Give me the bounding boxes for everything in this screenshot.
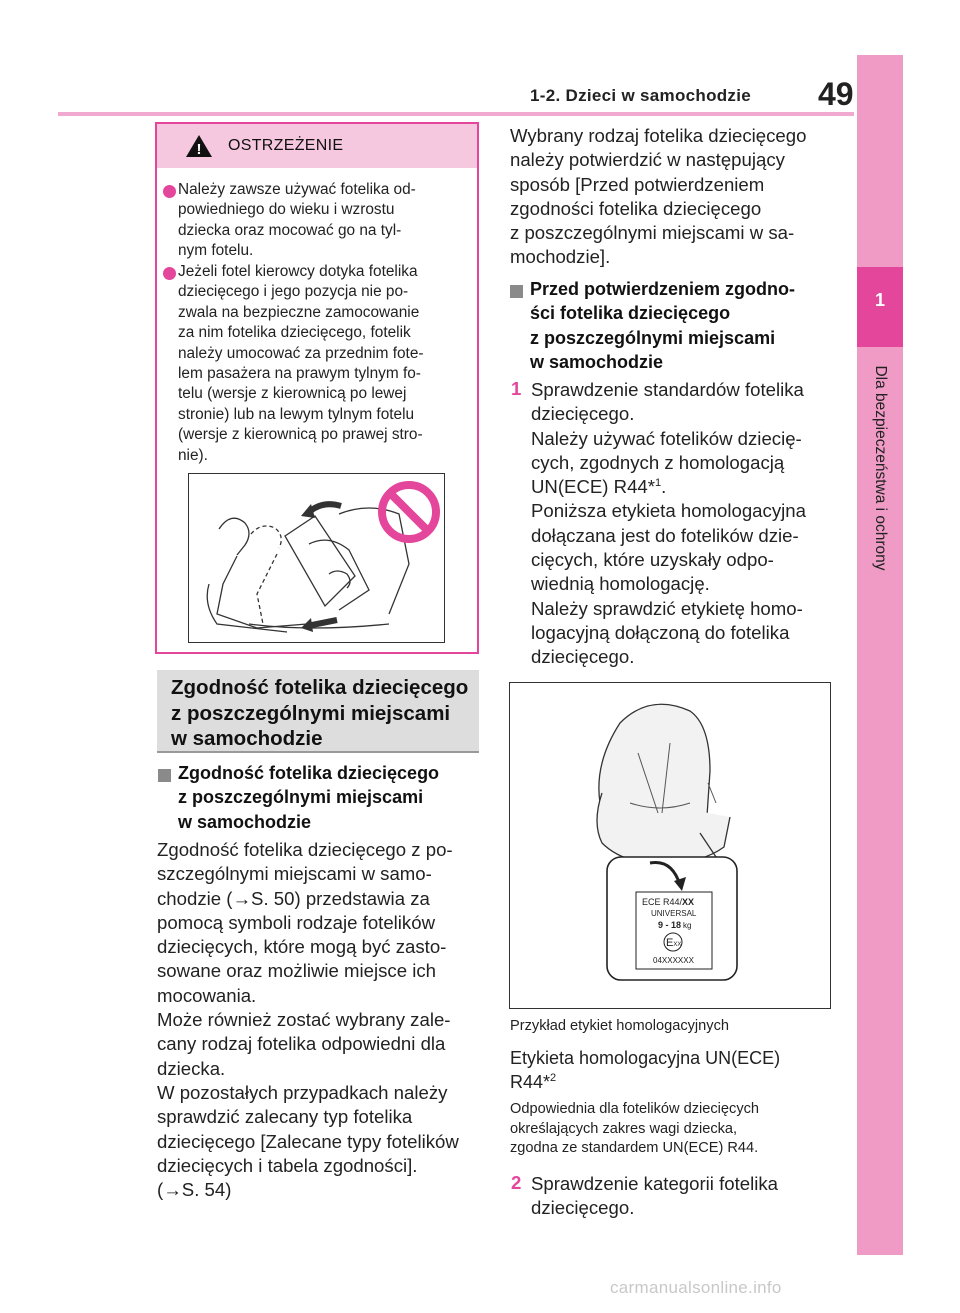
step-1-text: Sprawdzenie standardów fotelika dziecięcego. Należy używać fotelików dziecię- cych, zgodnych z homologacją UN(ECE) R44*$^1$. Poniższa etykieta homologacyjna dołączana jest do fotelików dzie- cięcych, które uzyskały odpo- wiednią homologację. Należy sprawdzić etykietę homo- logacyjną dołączoną do fotelika dziecięcego. (531, 379, 806, 668)
square-bullet-icon (510, 285, 523, 298)
label-title: Etykieta homologacyjna UN(ECE) R44*$^2$ (510, 1048, 781, 1093)
label-e-mark: EXX (666, 937, 682, 949)
child-seat-label-illustration (510, 683, 830, 1008)
left-subheading: Zgodność fotelika dziecięcego z poszczególnymi miejscami w samochodzie (178, 763, 440, 832)
warning-item-1: Należy zawsze używać fotelika od- powiedniego do wieku i wzrostu dziecka oraz mocować go na tyl- nym fotelu. (178, 181, 416, 260)
step-1-number: 1 (511, 378, 522, 399)
label-description: Odpowiednia dla fotelików dziecięcych określających zakres wagi dziecka, zgodna ze standardem UN(ECE) R44. (510, 1101, 760, 1156)
approval-label-figure (509, 682, 831, 1009)
child-seat-prohibited-illustration (189, 474, 444, 642)
bullet-icon (163, 185, 176, 198)
label-code: 04XXXXXX (653, 956, 694, 965)
warning-title: OSTRZEŻENIE (228, 137, 344, 154)
square-bullet-icon (158, 769, 171, 782)
left-paragraph: Zgodność fotelika dziecięcego z po- szczególnymi miejscami w samo- chodzie (→S. 50) przedstawia za pomocą symboli rodzaje fotelików dziecięcych, które mogą być zasto- sowane oraz możliwie miejsce ich mocowania. Może również zostać wybrany zale- cany rodzaj fotelika odpowiedni dla dziecka. W pozostałych przypadkach należy sprawdzić zalecany typ fotelika dziecięcego [Zalecane typy fotelików dziecięcych i tabela zgodności]. (→S. 54) (157, 839, 459, 1201)
right-intro: Wybrany rodzaj fotelika dziecięcego należy potwierdzić w następujący sposób [Przed potwierdzeniem zgodności fotelika dziecięcego z poszczególnymi miejscami w sa- mochodzie]. (510, 125, 807, 268)
bullet-icon (163, 267, 176, 280)
label-ece-r44: ECE R44/XX (642, 897, 695, 907)
warning-item-2: Jeżeli fotel kierowcy dotyka fotelika dziecięcego i jego pozycja nie po- zwala na bezpieczne zamocowanie za nim fotelika dziecięcego, fotelik należy umocować za przednim fote- lem pasażera na prawym tylnym fo- telu (wersje z kierownicą po lewej stronie) lub na lewym tylnym fotelu (wersje z kierownicą po prawej stro- nie). (178, 263, 424, 464)
right-subheading: Przed potwierdzeniem zgodno- ści fotelika dziecięcego z poszczególnymi miejscami w samochodzie (530, 279, 796, 372)
chapter-label: Dla bezpieczeństwa i ochrony (872, 365, 889, 571)
chapter-tab-strip (857, 55, 903, 1255)
page-number: 49 (818, 76, 854, 112)
exclamation-icon: ! (196, 141, 202, 158)
label-weight-range: 9 - 18 kg (658, 920, 692, 930)
figure-caption: Przykład etykiet homologacyjnych (510, 1018, 730, 1034)
warning-illustration (188, 473, 445, 643)
section-heading: Zgodność fotelika dziecięcego z poszczególnymi miejscami w samochodzie (171, 676, 469, 750)
chapter-number: 1 (874, 290, 885, 310)
header-rule (58, 112, 854, 116)
watermark: carmanualsonline.info (610, 1278, 782, 1297)
label-universal: UNIVERSAL (651, 909, 697, 918)
step-2-number: 2 (511, 1172, 522, 1193)
step-2-text: Sprawdzenie kategorii fotelika dziecięcego. (531, 1173, 779, 1219)
section-title: 1-2. Dzieci w samochodzie (530, 86, 752, 105)
